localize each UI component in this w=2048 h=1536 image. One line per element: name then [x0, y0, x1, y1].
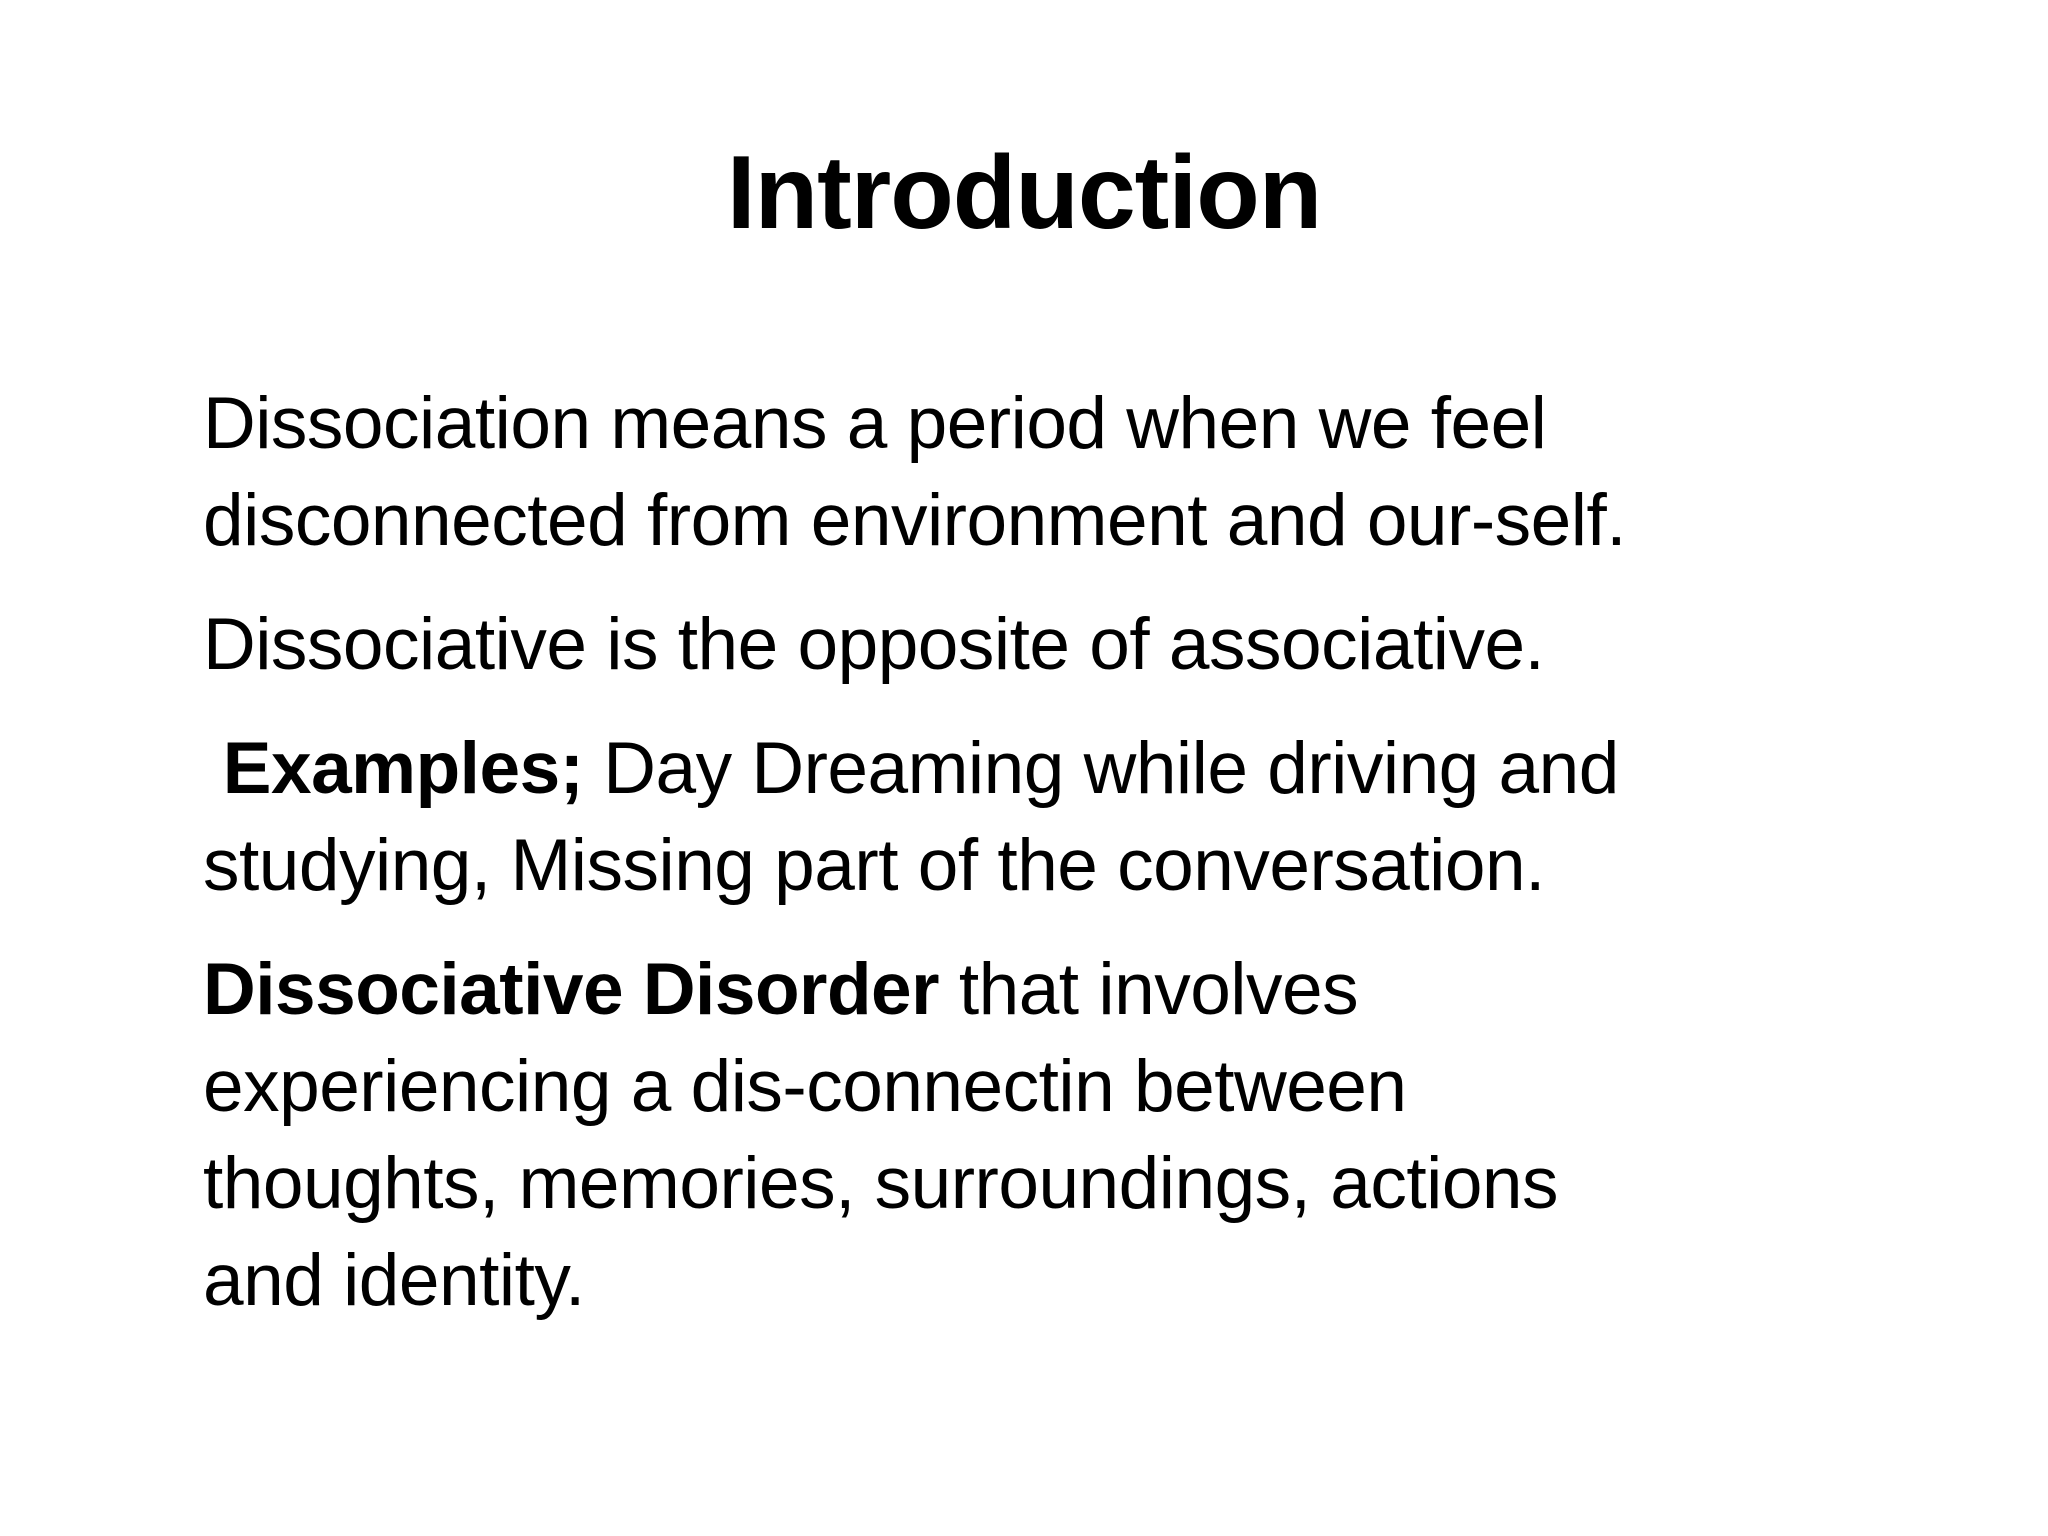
text-line	[203, 941, 1963, 1038]
text-line: and identity.	[203, 1240, 585, 1321]
text-line: studying, Missing part of the conversation.	[203, 825, 1545, 906]
slide-body	[203, 375, 1963, 1356]
text-line: thoughts, memories, surroundings, actions	[203, 1143, 1559, 1224]
text-line: experiencing a dis-connectin between	[203, 1046, 1407, 1127]
text-line: Dissociative is the opposite of associative.	[203, 604, 1545, 685]
paragraph-dissociation-definition	[203, 375, 1963, 569]
dissociative-disorder-label: Dissociative Disorder	[203, 949, 940, 1030]
slide-title: Introduction	[726, 135, 1322, 251]
examples-label: Examples;	[222, 728, 584, 809]
paragraph-dissociative-disorder	[203, 941, 1963, 1329]
paragraph-dissociative-opposite	[203, 596, 1963, 693]
paragraph-examples	[203, 720, 1963, 914]
examples-text: Day Dreaming while driving and	[583, 728, 1619, 809]
text-line: Dissociation means a period when we feel	[203, 383, 1547, 464]
dissociative-disorder-text: that involves	[939, 949, 1359, 1030]
text-line	[203, 720, 1963, 817]
text-line: disconnected from environment and our-self.	[203, 480, 1627, 561]
